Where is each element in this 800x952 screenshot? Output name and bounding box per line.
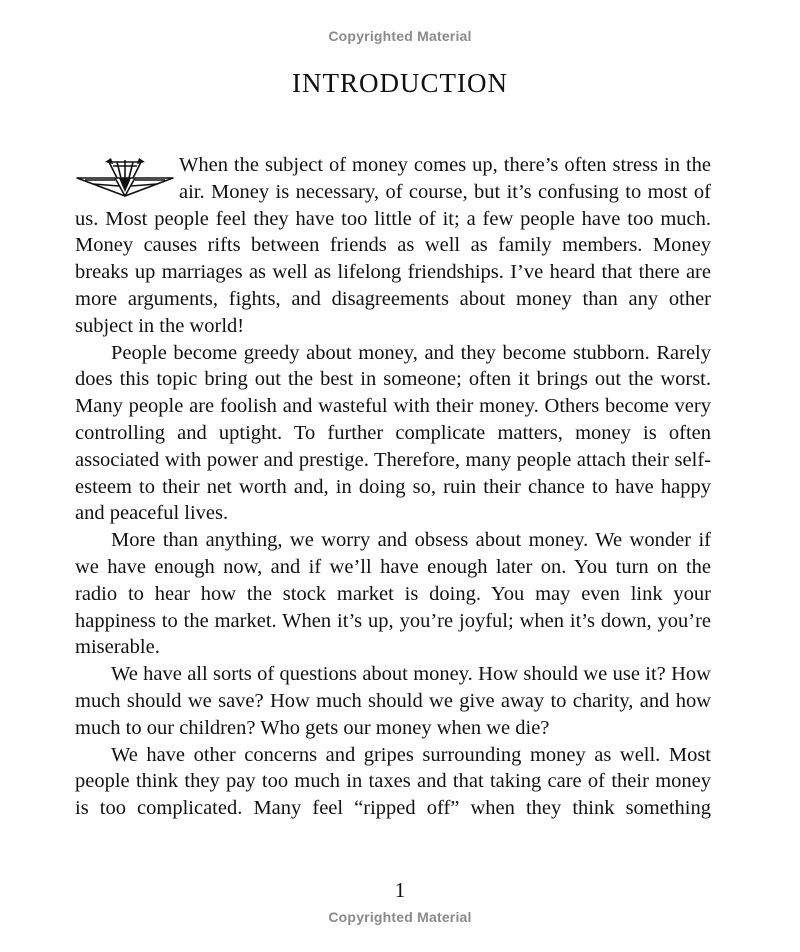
chapter-body [75,152,711,822]
paragraph-4: We have all sorts of questions about money. How should we use it? How much should we save? How much should we give away to charity, and how much to our children? Who gets our money when we die? [75,663,711,739]
copyright-watermark-bottom: Copyrighted Material [328,909,472,925]
paragraph-2: People become greedy about money, and they become stubborn. Rarely does this topic bring out the best in someone; often it brings out the worst. Many people are foolish and wasteful with their money. Others become very controlling and uptight. To further complicate matters, money is often associated with power and prestige. Therefore, many people attach their self-esteem to their net worth and, in doing so, ruin their chance to have happy and peaceful lives. [75,341,711,525]
paragraph-5: We have other concerns and gripes surrounding money as well. Most people think they pay too much in taxes and that taking care of their money is too complicated. Many feel “ripped off” when they think something [75,743,711,820]
art-deco-fan-ornament-icon [75,156,175,202]
page-number: 1 [394,878,406,902]
paragraph-1 [75,152,711,340]
chapter-title: INTRODUCTION [292,68,508,98]
paragraph-1-text: When the subject of money comes up, there’s often stress in the air. Money is necessary, of course, but it’s confusing to most of us. Most people feel they have too little of it; a few people have too much. Money causes rifts between friends as well as family members. Money breaks up marriages as well as lifelong friendships. I’ve heard that there are more arguments, fights, and disagreements about money than any other subject in the world! [75,154,711,337]
paragraph-3: More than anything, we worry and obsess about money. We wonder if we have enough now, and if we’ll have enough later on. You turn on the radio to hear how the stock market is doing. You may even link your happiness to the market. When it’s up, you’re joyful; when it’s down, you’re miserable. [75,529,711,659]
copyright-watermark-top: Copyrighted Material [328,28,472,44]
